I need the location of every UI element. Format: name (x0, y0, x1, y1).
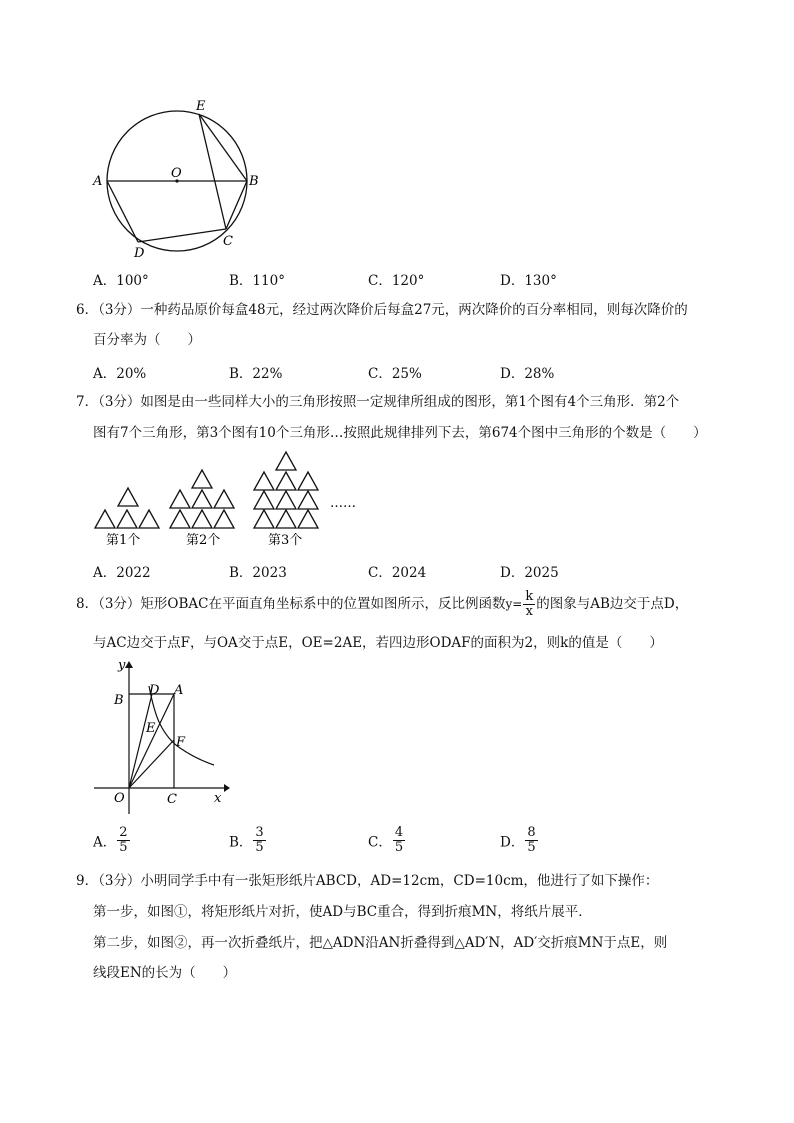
label-b: B (114, 693, 124, 708)
q8-func-fraction (523, 590, 535, 619)
label-f: F (176, 735, 186, 750)
q9-line-1: 9．（3分）小明同学手中有一张矩形纸片ABCD，AD=12cm，CD=10cm，他进行了如下操作： (76, 873, 659, 889)
q8-func-den: x (525, 604, 533, 619)
q8-option-d-fraction (525, 826, 537, 855)
label-c: C (167, 792, 177, 807)
q7-line-1: 7．（3分）如图是由一些同样大小的三角形按照一定规律所组成的图形，第1个图有4个三角形．第2个 (76, 394, 680, 410)
q8-option-b-fraction (253, 826, 265, 855)
q6-option-c[interactable]: C．25% (368, 366, 422, 382)
pattern-3 (254, 452, 318, 528)
segment-od (129, 694, 152, 788)
q9-line-3: 第二步，如图②，再一次折叠纸片，把△ADN沿AN折叠得到△AD′N，AD′交折痕MN于点E，则 (93, 935, 668, 951)
q8-option-b[interactable] (229, 826, 267, 855)
q8-option-b-num: 3 (255, 825, 264, 840)
segment-of (129, 740, 174, 788)
q8-option-c-letter: C． (368, 834, 392, 851)
q9-line-2: 第一步，如图①，将矩形纸片对折，使AD与BC重合，得到折痕MN，将纸片展平． (93, 904, 592, 920)
q8-option-d-letter: D． (500, 834, 525, 851)
q6-option-b[interactable]: B．22% (229, 366, 283, 382)
q6-option-d[interactable]: D．28% (500, 366, 555, 382)
q8-func-num: k (525, 589, 534, 604)
q8-option-c-den: 5 (394, 840, 404, 855)
label-b: B (249, 174, 259, 189)
q8-option-b-den: 5 (255, 840, 264, 855)
q5-option-c[interactable]: C．120° (368, 273, 425, 289)
label-o: O (171, 166, 182, 181)
triangle-pattern-figure (90, 450, 380, 550)
label-x: x (214, 791, 222, 806)
q7-option-b[interactable]: B．2023 (229, 565, 287, 581)
pattern-1 (95, 488, 159, 528)
label-d: D (149, 683, 160, 698)
q7-option-c[interactable]: C．2024 (368, 565, 427, 581)
label-o: O (114, 791, 125, 806)
label-a: A (93, 174, 103, 189)
q6-line-2: 百分率为（ ） (93, 332, 201, 348)
q8-option-d-den: 5 (527, 840, 536, 855)
q8-func-lhs: y= (505, 597, 523, 611)
chord-dc (138, 229, 226, 242)
q6-option-a[interactable]: A．20% (93, 366, 147, 382)
x-axis-arrow (224, 784, 230, 792)
pattern-ellipsis: …… (330, 496, 356, 511)
q8-option-c-fraction (393, 826, 405, 855)
q8-line1-post: 的图象与AB边交于点D， (536, 596, 689, 612)
q8-option-b-letter: B． (229, 834, 253, 851)
circle-figure (88, 95, 278, 265)
label-e: E (196, 99, 206, 114)
label-a: A (174, 683, 184, 698)
q8-line-1 (76, 590, 688, 619)
q8-option-d[interactable] (500, 826, 539, 855)
q8-option-a-fraction (117, 826, 129, 855)
label-y: y (118, 658, 126, 673)
q8-option-d-num: 8 (527, 825, 536, 840)
coordinate-figure (92, 656, 232, 818)
chord-ad (107, 181, 138, 242)
chord-cb (226, 181, 247, 229)
pattern-label-1: 第1个 (106, 533, 141, 548)
q8-option-a-letter: A． (93, 834, 117, 851)
q6-line-1: 6．（3分）一种药品原价每盒48元，经过两次降价后每盒27元，两次降价的百分率相同，则每次降价的 (76, 302, 688, 318)
q5-option-b[interactable]: B．110° (229, 273, 285, 289)
q8-option-a-num: 2 (119, 825, 128, 840)
q8-option-c[interactable] (368, 826, 406, 855)
q7-line-2: 图有7个三角形，第3个图有10个三角形…按照此规律排列下去，第674个图中三角形的个数是（ ） (93, 425, 707, 441)
q9-line-4: 线段EN的长为（ ） (93, 965, 237, 981)
q8-line-2: 与AC边交于点F，与OA交于点E，OE=2AE，若四边形ODAF的面积为2，则k的值是（ ） (93, 635, 663, 651)
q7-option-a[interactable]: A．2022 (93, 565, 151, 581)
q8-option-c-num: 4 (394, 825, 404, 840)
chord-ec (199, 114, 226, 229)
label-d: D (134, 246, 145, 261)
pattern-label-2: 第2个 (186, 533, 221, 548)
q5-option-a[interactable]: A．100° (93, 273, 149, 289)
pattern-label-3: 第3个 (268, 533, 303, 548)
label-e: E (146, 721, 156, 736)
q8-option-a[interactable] (93, 826, 131, 855)
pattern-2 (170, 470, 234, 528)
q8-line1-pre: 8．（3分）矩形OBAC在平面直角坐标系中的位置如图所示，反比例函数 (76, 596, 506, 612)
q7-option-d[interactable]: D．2025 (500, 565, 559, 581)
q5-option-d[interactable]: D．130° (500, 273, 557, 289)
segment-oa (129, 694, 174, 788)
y-axis-arrow (125, 661, 133, 668)
q8-option-a-den: 5 (119, 840, 128, 855)
label-c: C (223, 234, 233, 249)
